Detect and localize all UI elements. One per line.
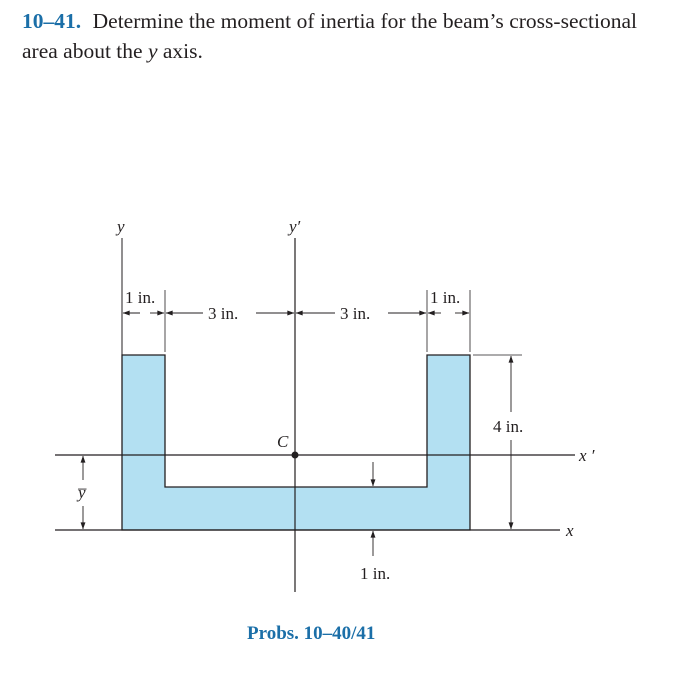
y-prime-axis-label: y′ [289, 217, 301, 236]
problem-text-end: axis. [157, 39, 203, 63]
problem-axis-variable: y [147, 39, 158, 63]
y-axis-label: y [117, 217, 125, 236]
dim-left-gap: 3 in. [208, 304, 239, 323]
problem-number: 10–41. [22, 9, 82, 33]
dim-height: 4 in. [493, 417, 524, 436]
centroid-point [292, 452, 299, 459]
dim-left-flange: 1 in. [125, 288, 156, 307]
dim-right-flange: 1 in. [430, 288, 461, 307]
x-axis-label: x [566, 521, 574, 540]
channel-section [122, 355, 470, 530]
x-prime-axis-label: x ′ [579, 446, 595, 465]
ybar-label: y̅ [78, 483, 86, 502]
dim-web-thickness: 1 in. [360, 564, 391, 583]
problem-text-start: Determine the moment of inertia for the beam’s cross-sectional area about the [22, 9, 637, 63]
figure-caption: Probs. 10–40/41 [247, 623, 376, 644]
centroid-label: C [277, 432, 289, 451]
dim-right-gap: 3 in. [340, 304, 371, 323]
